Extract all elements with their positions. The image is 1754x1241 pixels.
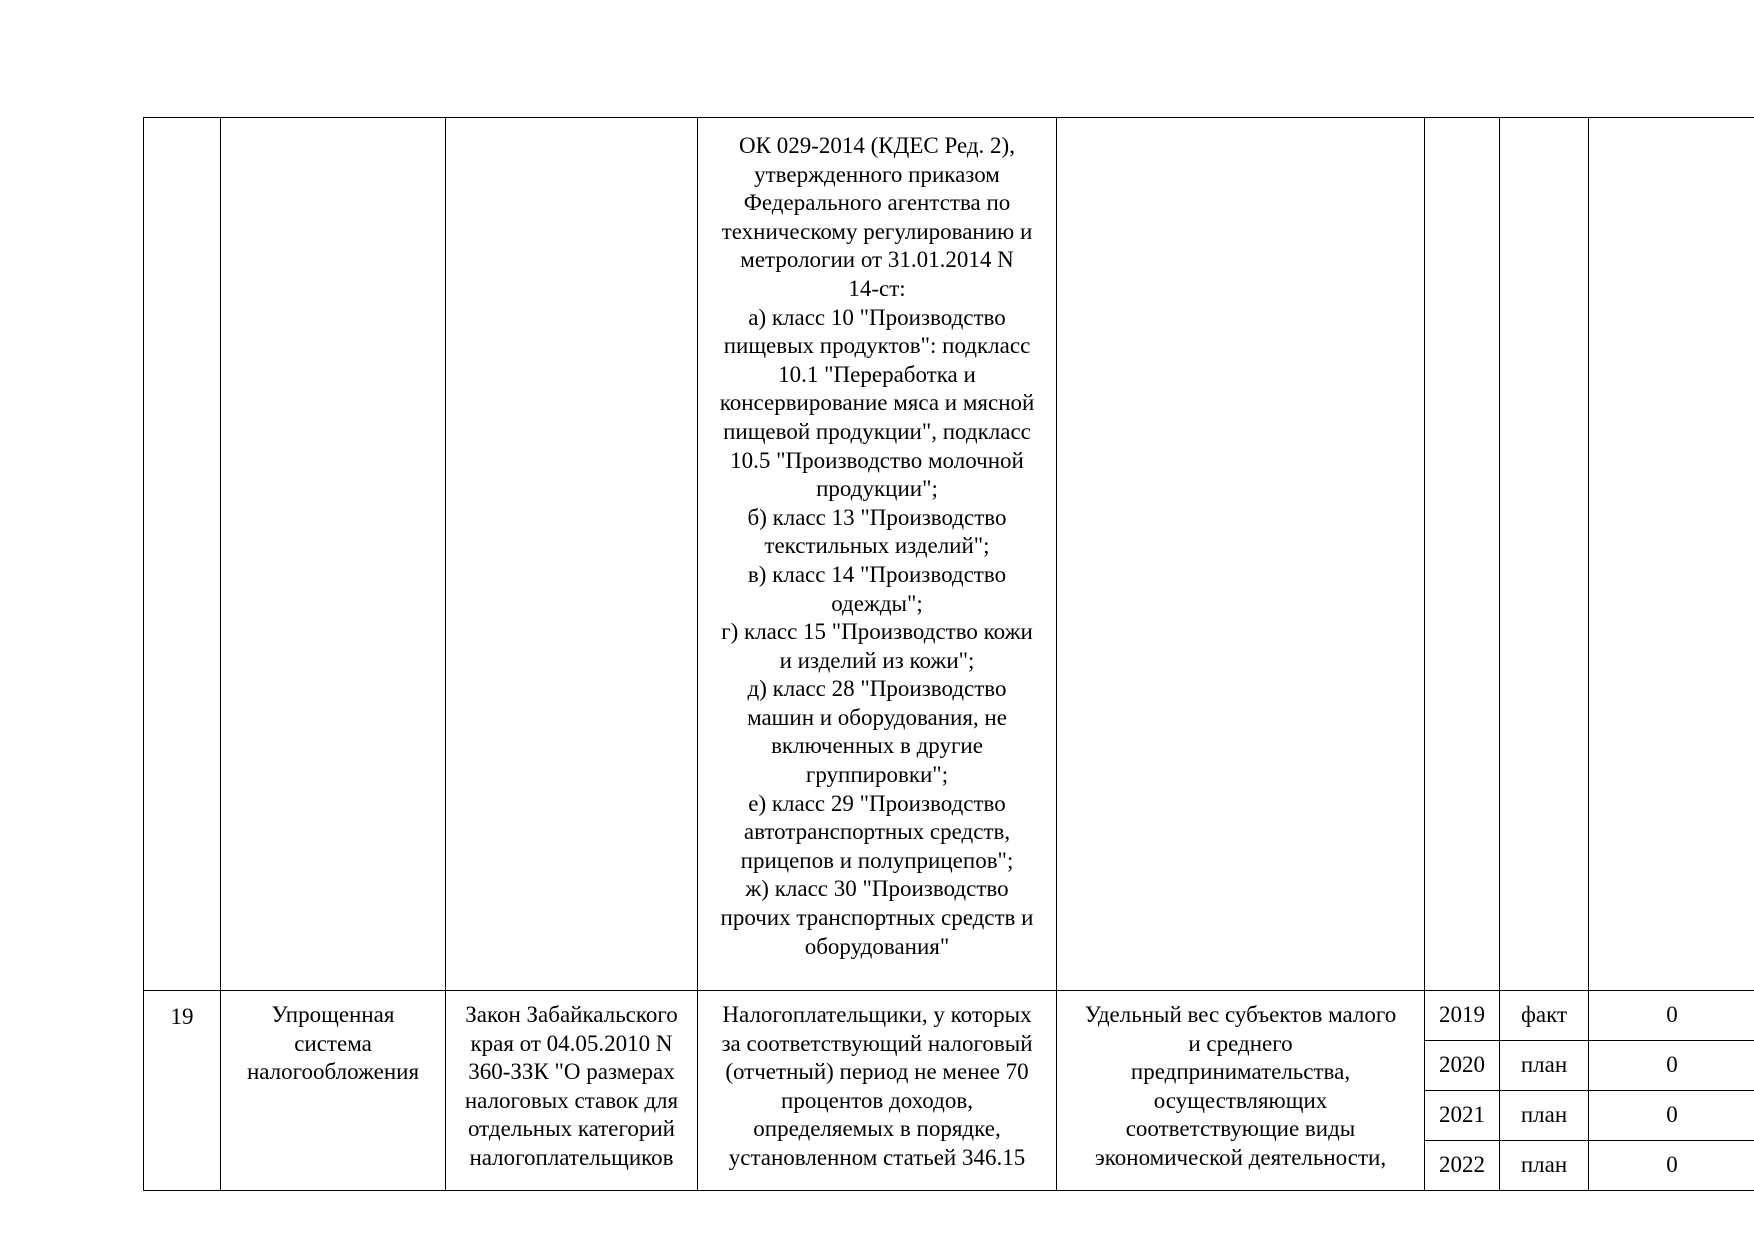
text-line: установленном статьей 346.15 <box>728 1144 1026 1170</box>
text-line: б) класс 13 "Производство <box>747 504 1007 530</box>
text-line: ОК 029-2014 (КДЕС Ред. 2), <box>739 133 1015 158</box>
cell-type-empty <box>1500 118 1589 991</box>
text-line: оборудования" <box>804 933 950 959</box>
text-line: машин и оборудования, не <box>747 704 1007 730</box>
text-line: процентов доходов, <box>781 1087 973 1113</box>
text-line: в) класс 14 "Производство <box>747 561 1007 587</box>
text-line: включенных в другие <box>771 733 983 759</box>
text-line: 10.1 "Переработка и <box>778 361 976 387</box>
text-line: Закон Забайкальского <box>465 1002 678 1027</box>
text-line: а) класс 10 "Производство <box>748 304 1006 330</box>
text-line: автотранспортных средств, <box>743 819 1011 845</box>
text-line: и изделий из кожи"; <box>779 647 975 673</box>
text-line: г) класс 15 "Производство кожи <box>721 619 1033 645</box>
value-cell: 0 <box>1589 1041 1754 1091</box>
text-line: налоговых ставок для <box>464 1087 679 1113</box>
text-line: прицепов и полуприцепов"; <box>740 847 1014 873</box>
tax-regime-name <box>221 991 446 1191</box>
text-line: края от 04.05.2010 N <box>470 1030 673 1056</box>
text-line: и среднего <box>1188 1030 1293 1056</box>
text-line: 14-ст: <box>848 275 906 301</box>
tax-benefits-table <box>143 117 1754 1191</box>
text-line: за соответствующий налоговый <box>721 1030 1033 1056</box>
continuation-row <box>144 118 1754 991</box>
value-cell: 0 <box>1589 991 1754 1041</box>
text-line: консервирование мяса и мясной <box>719 390 1035 416</box>
text-line: система <box>294 1030 372 1056</box>
text-line: соответствующие виды <box>1125 1116 1356 1142</box>
text-line: отдельных категорий <box>467 1116 675 1142</box>
cell-condition-continuation <box>698 118 1057 991</box>
year-cell: 2020 <box>1425 1041 1500 1091</box>
benefit-conditions <box>698 991 1057 1191</box>
text-line: Упрощенная <box>271 1002 395 1027</box>
legal-act <box>446 991 698 1191</box>
value-type-cell: факт <box>1500 991 1589 1041</box>
value-type-cell: план <box>1500 1141 1589 1191</box>
text-line: одежды"; <box>831 590 923 616</box>
text-line: Налогоплательщики, у которых <box>722 1002 1032 1027</box>
cell-number-empty <box>144 118 221 991</box>
value-type-cell: план <box>1500 1041 1589 1091</box>
text-line: техническому регулированию и <box>721 218 1033 244</box>
cell-indicator-empty <box>1057 118 1425 991</box>
text-line: Удельный вес субъектов малого <box>1084 1002 1397 1027</box>
text-line: предпринимательства, <box>1130 1059 1351 1085</box>
year-cell: 2019 <box>1425 991 1500 1041</box>
text-line: метрологии от 31.01.2014 N <box>740 247 1014 273</box>
text-line: текстильных изделий"; <box>764 533 990 559</box>
text-line: прочих транспортных средств и <box>720 905 1034 931</box>
text-line: утвержденного приказом <box>754 161 1000 187</box>
cell-value-empty <box>1589 118 1754 991</box>
text-line: группировки"; <box>805 762 949 788</box>
text-line: ж) класс 30 "Производство <box>745 876 1009 902</box>
text-line: осуществляющих <box>1153 1087 1328 1113</box>
text-line: д) класс 28 "Производство <box>747 676 1007 702</box>
text-line: 360-ЗЗК "О размерах <box>468 1059 675 1085</box>
text-line: экономической деятельности, <box>1094 1144 1387 1170</box>
text-line: продукции"; <box>816 476 938 502</box>
text-line: налогообложения <box>246 1059 420 1085</box>
text-line: определяемых в порядке, <box>753 1116 1001 1142</box>
value-type-cell: план <box>1500 1091 1589 1141</box>
text-line: налогоплательщиков <box>469 1144 674 1170</box>
value-cell: 0 <box>1589 1091 1754 1141</box>
text-line: е) класс 29 "Производство <box>748 790 1006 816</box>
text-line: (отчетный) период не менее 70 <box>725 1059 1029 1085</box>
text-line: пищевой продукции", подкласс <box>723 418 1031 444</box>
cell-name-empty <box>221 118 446 991</box>
year-cell: 2022 <box>1425 1141 1500 1191</box>
row-number: 19 <box>144 991 221 1191</box>
year-cell: 2021 <box>1425 1091 1500 1141</box>
text-line: пищевых продуктов": подкласс <box>723 333 1031 359</box>
table-row-19-2019 <box>144 991 1754 1041</box>
cell-year-empty <box>1425 118 1500 991</box>
target-indicator <box>1057 991 1425 1191</box>
text-line: 10.5 "Производство молочной <box>730 447 1024 473</box>
cell-law-empty <box>446 118 698 991</box>
text-line: Федерального агентства по <box>743 190 1011 216</box>
value-cell: 0 <box>1589 1141 1754 1191</box>
